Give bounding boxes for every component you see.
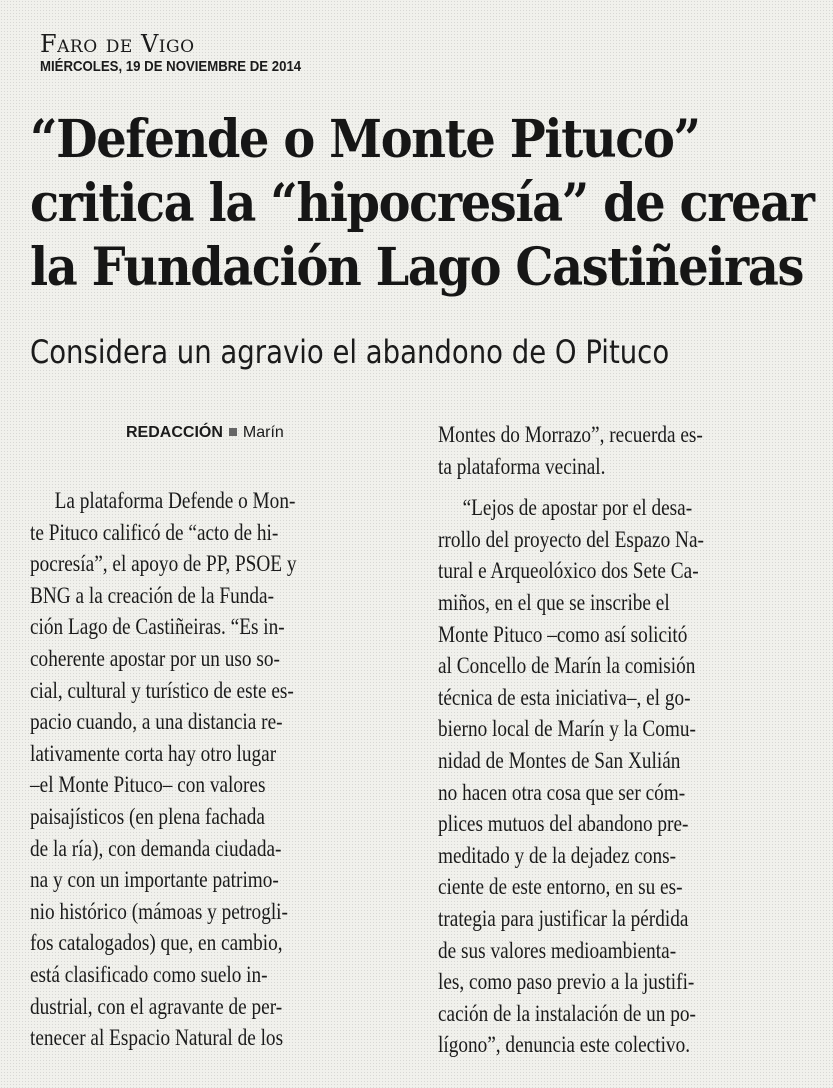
subheadline: Considera un agravio el abandono de O Pituco bbox=[30, 333, 670, 371]
newspaper-name: Faro de Vigo bbox=[40, 30, 195, 58]
text-line: fos catalogados) que, en cambio, bbox=[30, 930, 283, 957]
text-line: paisajísticos (en plena fachada bbox=[30, 803, 265, 830]
byline-location: Marín bbox=[242, 424, 284, 441]
text-line: dustrial, con el agravante de per- bbox=[30, 993, 283, 1020]
text-line: Montes do Morrazo”, recuerda es- bbox=[438, 422, 703, 448]
text-line: ta plataforma vecinal. bbox=[438, 453, 606, 480]
text-line: nidad de Montes de San Xulián bbox=[438, 747, 681, 774]
headline bbox=[30, 108, 830, 300]
headline-line: critica la “hipocresía” de crear bbox=[30, 173, 814, 234]
text-line: rrollo del proyecto del Espazo Na- bbox=[438, 526, 704, 553]
text-line: técnica de esta iniciativa–, el go- bbox=[438, 684, 691, 711]
text-line: trategia para justificar la pérdida bbox=[438, 905, 689, 932]
paragraph-gap bbox=[438, 483, 833, 493]
article-column-left bbox=[30, 486, 425, 1055]
headline-line: la Fundación Lago Castiñeiras bbox=[30, 237, 804, 298]
text-line: BNG a la creación de la Funda- bbox=[30, 582, 275, 609]
headline-line: “Defende o Monte Pituco” bbox=[30, 109, 700, 170]
text-line: de la ría), con demanda ciudada- bbox=[30, 835, 282, 862]
text-line: les, como paso previo a la justifi- bbox=[438, 969, 695, 996]
byline-separator-icon bbox=[229, 428, 237, 436]
text-line: Monte Pituco –como así solicitó bbox=[438, 621, 688, 648]
text-line: lativamente corta hay otro lugar bbox=[30, 740, 277, 767]
text-line: meditado y de la dejadez cons- bbox=[438, 842, 677, 869]
text-line: bierno local de Marín y la Comu- bbox=[438, 716, 696, 743]
text-line: La plataforma Defende o Mon- bbox=[54, 488, 296, 514]
text-line: cial, cultural y turístico de este es- bbox=[30, 677, 294, 704]
text-line: pacio cuando, a una distancia re- bbox=[30, 709, 283, 736]
text-line: plices mutuos del abandono pre- bbox=[438, 811, 689, 838]
text-line: te Pituco calificó de “acto de hi- bbox=[30, 519, 279, 546]
byline-author: REDACCIÓN bbox=[126, 424, 223, 441]
text-line: “Lejos de apostar por el desa- bbox=[462, 495, 693, 522]
text-line: tural e Arqueolóxico dos Sete Ca- bbox=[438, 558, 699, 585]
text-line: pocresía”, el apoyo de PP, PSOE y bbox=[30, 551, 297, 578]
text-line: tenecer al Espacio Natural de los bbox=[30, 1025, 284, 1052]
byline bbox=[126, 424, 284, 442]
text-line: ciente de este entorno, en su es- bbox=[438, 874, 683, 901]
masthead bbox=[40, 30, 337, 76]
text-line: está clasificado como suelo in- bbox=[30, 961, 268, 988]
text-line: miños, en el que se inscribe el bbox=[438, 589, 670, 616]
text-line: ción Lago de Castiñeiras. “Es in- bbox=[30, 614, 285, 641]
publication-date: MIÉRCOLES, 19 DE NOVIEMBRE DE 2014 bbox=[40, 58, 302, 75]
text-line: –el Monte Pituco– con valores bbox=[30, 772, 266, 799]
text-line: nio histórico (mámoas y petrogli- bbox=[30, 898, 288, 925]
text-line: al Concello de Marín la comisión bbox=[438, 653, 696, 680]
article-column-right bbox=[438, 420, 833, 1062]
text-line: de sus valores medioambienta- bbox=[438, 937, 677, 964]
text-line: na y con un importante patrimo- bbox=[30, 867, 279, 894]
text-line: coherente apostar por un uso so- bbox=[30, 645, 280, 672]
text-line: no hacen otra cosa que ser cóm- bbox=[438, 779, 686, 806]
text-line: lígono”, denuncia este colectivo. bbox=[438, 1032, 691, 1059]
text-line: cación de la instalación de un po- bbox=[438, 1000, 696, 1027]
